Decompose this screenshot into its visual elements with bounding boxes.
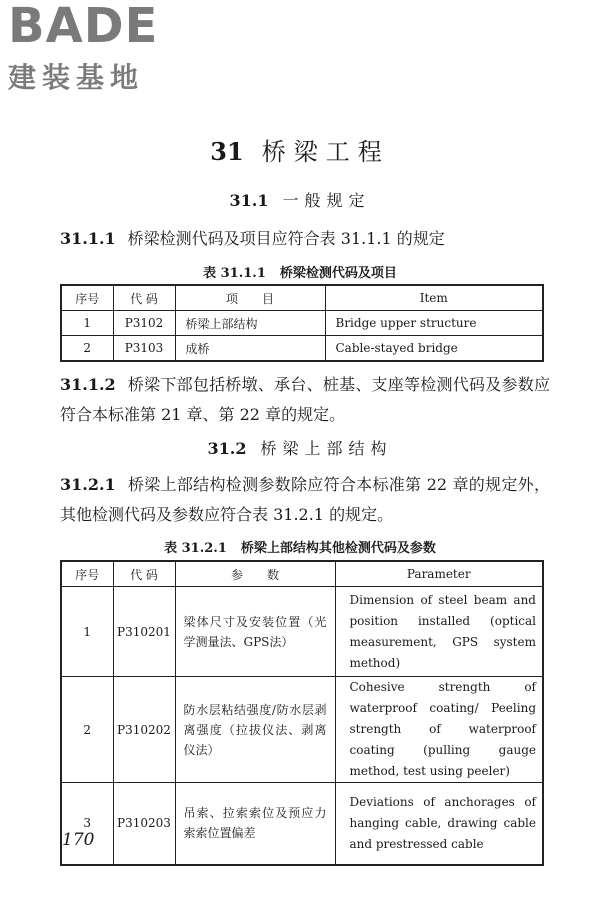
header-cell: Parameter bbox=[335, 561, 543, 587]
section-heading-31-1 bbox=[0, 188, 600, 211]
cell-code: P3102 bbox=[113, 311, 175, 336]
caption-title: 桥梁上部结构其他检测代码及参数 bbox=[240, 541, 436, 556]
cell-item-en: Cable-stayed bridge bbox=[325, 336, 543, 362]
table-row bbox=[61, 677, 543, 783]
logo bbox=[8, 2, 178, 96]
section-number: 31.2 bbox=[207, 439, 247, 458]
clause-text: 桥梁下部包括桥墩、承台、桩基、支座等检测代码及参数应符合本标准第 21 章、第 22 章的规定。 bbox=[60, 375, 550, 424]
header-cell: Item bbox=[325, 285, 543, 311]
cell-parameter-en: Dimension of steel beam and position installed (optical measurement, GPS system method) bbox=[335, 587, 543, 677]
logo-wordmark: BADE bbox=[8, 0, 159, 54]
section-title: 桥梁上部结构 bbox=[260, 439, 393, 458]
cell-code: P3103 bbox=[113, 336, 175, 362]
table-row bbox=[61, 311, 543, 336]
header-cell: 项 目 bbox=[175, 285, 325, 311]
clause-text: 桥梁检测代码及项目应符合表 31.1.1 的规定 bbox=[127, 229, 445, 248]
cell-index: 2 bbox=[61, 336, 113, 362]
table-caption-31-2-1 bbox=[0, 537, 600, 556]
table-31-2-1 bbox=[60, 560, 544, 866]
cell-index: 1 bbox=[61, 587, 113, 677]
section-heading-31-2 bbox=[0, 436, 600, 459]
caption-number: 表 31.2.1 bbox=[164, 541, 227, 556]
clause-31-1-2 bbox=[60, 370, 550, 430]
cell-parameter-cn: 梁体尺寸及安装位置（光学测量法、GPS法） bbox=[175, 587, 335, 677]
header-cell: 序号 bbox=[61, 285, 113, 311]
caption-number: 表 31.1.1 bbox=[203, 266, 266, 281]
cell-code: P310203 bbox=[113, 783, 175, 865]
cell-code: P310202 bbox=[113, 677, 175, 783]
clause-31-2-1 bbox=[60, 470, 550, 530]
table-31-1-1 bbox=[60, 284, 544, 362]
header-cell: 代 码 bbox=[113, 561, 175, 587]
cell-item-en: Bridge upper structure bbox=[325, 311, 543, 336]
clause-text: 桥梁上部结构检测参数除应符合本标准第 22 章的规定外，其他检测代码及参数应符合表 31.2.1 的规定。 bbox=[60, 475, 550, 524]
table-row bbox=[61, 783, 543, 865]
cell-index: 2 bbox=[61, 677, 113, 783]
caption-title: 桥梁检测代码及项目 bbox=[279, 266, 397, 281]
cell-parameter-cn: 吊索、拉索索位及预应力索索位置偏差 bbox=[175, 783, 335, 865]
logo-subtitle: 建装基地 bbox=[8, 61, 145, 94]
table-caption-31-1-1 bbox=[0, 262, 600, 281]
cell-code: P310201 bbox=[113, 587, 175, 677]
clause-number: 31.1.2 bbox=[60, 375, 116, 394]
table-row bbox=[61, 587, 543, 677]
clause-number: 31.1.1 bbox=[60, 229, 116, 248]
header-cell: 序号 bbox=[61, 561, 113, 587]
table-header-row bbox=[61, 561, 543, 587]
table-header-row bbox=[61, 285, 543, 311]
cell-index: 1 bbox=[61, 311, 113, 336]
table-row bbox=[61, 336, 543, 362]
page-number: 170 bbox=[62, 830, 95, 850]
header-cell: 参 数 bbox=[175, 561, 335, 587]
header-cell: 代 码 bbox=[113, 285, 175, 311]
cell-parameter-en: Deviations of anchorages of hanging cable, drawing cable and prestressed cable bbox=[335, 783, 543, 865]
chapter-number: 31 bbox=[210, 137, 244, 166]
clause-number: 31.2.1 bbox=[60, 475, 116, 494]
cell-parameter-en: Cohesive strength of waterproof coating/ Peeling strength of waterproof coating (pulling gauge method, test using peeler) bbox=[335, 677, 543, 783]
cell-index: 3 bbox=[61, 783, 113, 865]
cell-item-cn: 成桥 bbox=[175, 336, 325, 362]
cell-item-cn: 桥梁上部结构 bbox=[175, 311, 325, 336]
section-number: 31.1 bbox=[229, 191, 269, 210]
clause-31-1-1 bbox=[60, 224, 550, 254]
cell-parameter-cn: 防水层粘结强度/防水层剥离强度（拉拔仪法、剥离仪法） bbox=[175, 677, 335, 783]
chapter-name: 桥梁工程 bbox=[261, 138, 390, 166]
chapter-title bbox=[0, 132, 600, 167]
section-title: 一般规定 bbox=[282, 191, 371, 210]
